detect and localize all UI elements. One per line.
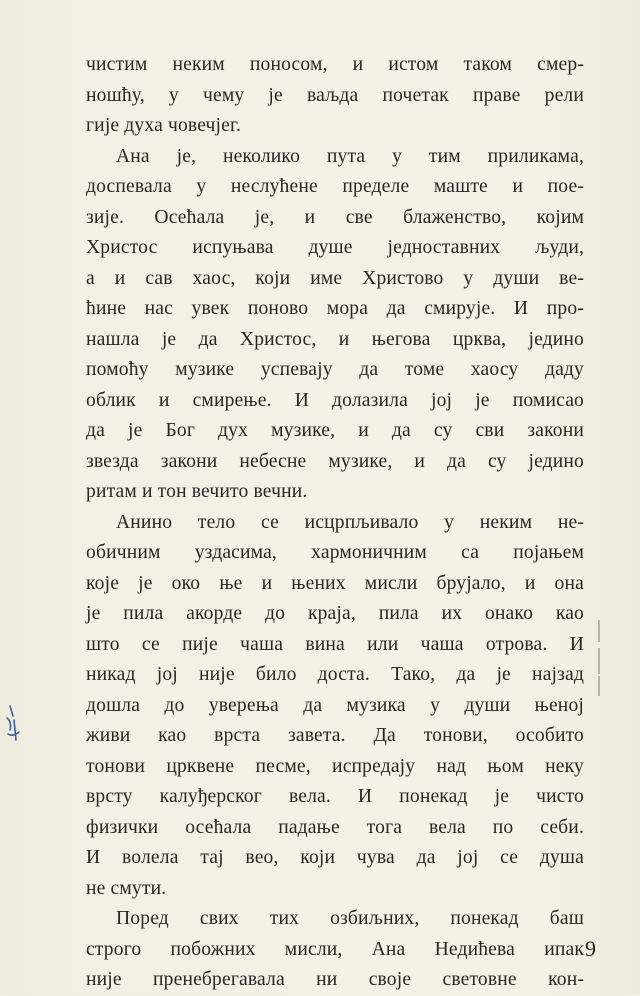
body-text <box>86 50 584 996</box>
text-line: врсту калуђерског вела. И понекад је чисто <box>86 786 584 807</box>
text-line: никад јој није било доста. Тако, да је најзад <box>86 664 584 685</box>
text-line: што се пије чаша вина или чаша отрова. И <box>86 633 584 655</box>
text-line: строго побожних мисли, Ана Недићева ипак <box>86 938 584 960</box>
text-line: не смути. <box>86 877 167 899</box>
text-line: а и сав хаос, који име Христово у души ве- <box>86 267 584 289</box>
text-line: физички осећала падање тога вела по себи. <box>86 816 584 838</box>
text-line: И волела тај вео, који чува да јој се душа <box>86 847 584 868</box>
text-line: да је Бог дух музике, и да су сви закони <box>86 420 584 441</box>
text-line: Поред свих тих озбиљних, понекад баш <box>116 908 584 929</box>
page-number: 9 <box>585 936 596 961</box>
text-line: гије духа човечјег. <box>86 115 242 136</box>
text-line: живи као врста завета. Да тонови, особито <box>86 725 584 746</box>
text-line: дошла до уверења да музика у души њеној <box>86 694 584 716</box>
text-line: које је око ње и њених мисли брујало, и она <box>86 572 584 594</box>
text-line: доспевала у неслућене пределе маште и пое- <box>86 176 584 197</box>
text-line: је пила акорде до краја, пила их онако као <box>86 603 584 624</box>
text-line: облик и смирење. И долазила јој је помисао <box>86 389 584 411</box>
edge-tick <box>598 620 600 642</box>
text-line: зије. Осећала је, и све блаженство, којим <box>86 206 584 228</box>
text-line: помоћу музике успевају да томе хаосу даду <box>86 359 584 380</box>
text-line: Анино тело се исцрпљивало у неким не- <box>116 511 584 533</box>
text-line: Христос испуњава душе једноставних људи, <box>86 237 584 258</box>
edge-tick <box>598 676 600 696</box>
text-line: тонови црквене песме, испредају над њом неку <box>86 755 584 777</box>
text-line: ношћу, у чему је ваљда почетак праве рели <box>86 84 584 106</box>
text-line: није пренебрегавала ни своје световне кон- <box>86 969 584 990</box>
text-line: Ана је, неколико пута у тим приликама, <box>116 145 584 167</box>
text-line: чистим неким поносом, и истом таком смер- <box>86 54 584 75</box>
text-line: ритам и тон вечито вечни. <box>86 481 308 502</box>
text-line: ћине нас увек поново мора да смирује. И про- <box>86 298 584 319</box>
text-line: обичним уздасима, хармоничним са појањем <box>86 542 584 563</box>
text-line: нашла је да Христос, и његова црква, једино <box>86 328 584 350</box>
margin-pen-mark <box>4 704 22 744</box>
text-line: звезда закони небесне музике, и да су једино <box>86 450 584 472</box>
edge-tick <box>598 648 600 674</box>
